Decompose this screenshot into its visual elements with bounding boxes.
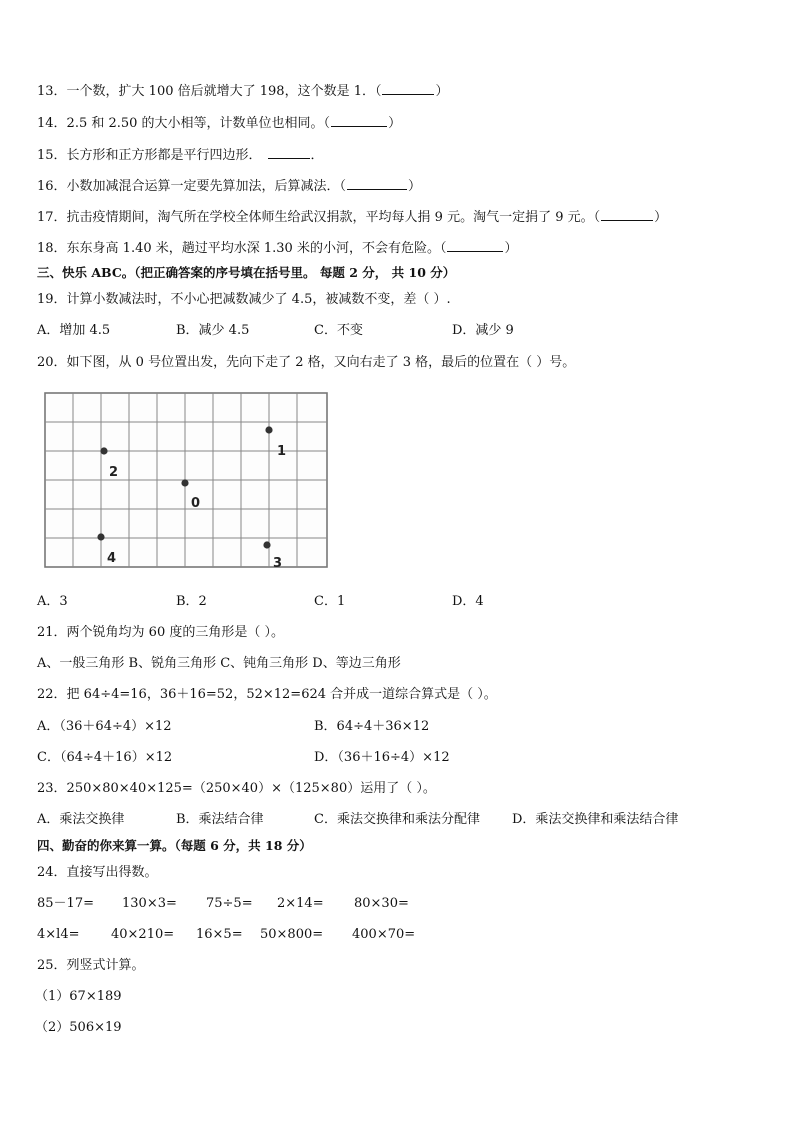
- question-15: 15．长方形和正方形都是平行四边形． ．: [37, 148, 324, 163]
- point-3-dot: [263, 541, 270, 548]
- question-16: 16．小数加减混合运算一定要先算加法，后算减法．（ ）: [37, 179, 422, 194]
- point-2-dot: [100, 447, 107, 454]
- option-a[interactable]: A．乘法交换律: [37, 812, 125, 827]
- calc-item: 50×800=: [260, 927, 324, 942]
- answer-blank[interactable]: [331, 114, 387, 127]
- section-4-heading: 四、勤奋的你来算一算。（每题 6 分，共 18 分）: [37, 838, 312, 853]
- answer-blank[interactable]: [447, 239, 503, 252]
- point-3-label: 3: [273, 556, 283, 570]
- question-19: 19．计算小数减法时，不小心把减数减少了 4.5，被减数不变，差（ ）.: [37, 292, 451, 307]
- question-22: 22．把 64÷4=16，36＋16=52，52×12=624 合并成一道综合算式是（ ）。: [37, 687, 497, 702]
- option-b[interactable]: B．64÷4＋36×12: [314, 719, 430, 734]
- vertical-calc-item: （2）506×19: [35, 1020, 122, 1035]
- question-17: 17．抗击疫情期间，淘气所在学校全体师生给武汉捐款，平均每人捐 9 元。淘气一定捐了 9 元。（ ）: [37, 210, 668, 225]
- calc-item: 85－17=: [37, 896, 94, 911]
- calc-item: 75÷5=: [206, 896, 253, 911]
- question-23: 23．250×80×40×125=（250×40）×（125×80）运用了（ ）。: [37, 781, 436, 796]
- question-21-options[interactable]: A、一般三角形 B、锐角三角形 C、钝角三角形 D、等边三角形: [37, 656, 401, 671]
- option-c[interactable]: C．不变: [314, 323, 363, 338]
- grid-svg: [44, 392, 328, 570]
- calc-item: 80×30=: [354, 896, 409, 911]
- calc-item: 16×5=: [196, 927, 243, 942]
- answer-blank[interactable]: [601, 208, 653, 221]
- vertical-calc-item: （1）67×189: [35, 989, 122, 1004]
- option-c[interactable]: C．1: [314, 594, 346, 609]
- option-d[interactable]: D．4: [452, 594, 484, 609]
- question-14: 14．2.5 和 2.50 的大小相等，计数单位也相同。（ ）: [37, 116, 402, 131]
- calc-item: 4×l4=: [37, 927, 80, 942]
- point-1-dot: [265, 426, 272, 433]
- option-b[interactable]: B．乘法结合律: [176, 812, 264, 827]
- option-b[interactable]: B．2: [176, 594, 207, 609]
- point-0-dot: [181, 479, 188, 486]
- calc-item: 40×210=: [111, 927, 175, 942]
- question-20: 20．如下图，从 0 号位置出发，先向下走了 2 格，又向右走了 3 格，最后的位置在（ ）号。: [37, 355, 576, 370]
- question-21: 21．两个锐角均为 60 度的三角形是（ ）。: [37, 625, 284, 640]
- option-d[interactable]: D．减少 9: [452, 323, 514, 338]
- option-d[interactable]: D．乘法交换律和乘法结合律: [512, 812, 679, 827]
- question-13: 13．一个数，扩大 100 倍后就增大了 198，这个数是 1．（ ）: [37, 84, 449, 99]
- option-b[interactable]: B．减少 4.5: [176, 323, 250, 338]
- point-2-label: 2: [109, 465, 119, 480]
- option-a[interactable]: A．增加 4.5: [37, 323, 111, 338]
- point-4-dot: [97, 533, 104, 540]
- option-a[interactable]: A．（36＋64÷4）×12: [37, 719, 172, 734]
- calc-item: 400×70=: [352, 927, 416, 942]
- position-grid-figure: [44, 392, 328, 570]
- option-c[interactable]: C．乘法交换律和乘法分配律: [314, 812, 480, 827]
- point-4-label: 4: [107, 551, 117, 566]
- answer-blank[interactable]: [382, 82, 434, 95]
- option-d[interactable]: D．（36＋16÷4）×12: [314, 750, 450, 765]
- option-a[interactable]: A．3: [37, 594, 68, 609]
- section-3-heading: 三、快乐 ABC。（把正确答案的序号填在括号里。 每题 2 分， 共 10 分）: [37, 265, 456, 280]
- question-24: 24．直接写出得数。: [37, 865, 158, 880]
- option-c[interactable]: C．（64÷4＋16）×12: [37, 750, 173, 765]
- point-0-label: 0: [191, 496, 201, 511]
- question-18: 18．东东身高 1.40 米，趟过平均水深 1.30 米的小河，不会有危险。（ ）: [37, 241, 518, 256]
- answer-blank[interactable]: [268, 146, 310, 159]
- question-25: 25．列竖式计算。: [37, 958, 145, 973]
- calc-item: 2×14=: [277, 896, 324, 911]
- calc-item: 130×3=: [122, 896, 177, 911]
- point-1-label: 1: [277, 444, 287, 459]
- answer-blank[interactable]: [347, 177, 407, 190]
